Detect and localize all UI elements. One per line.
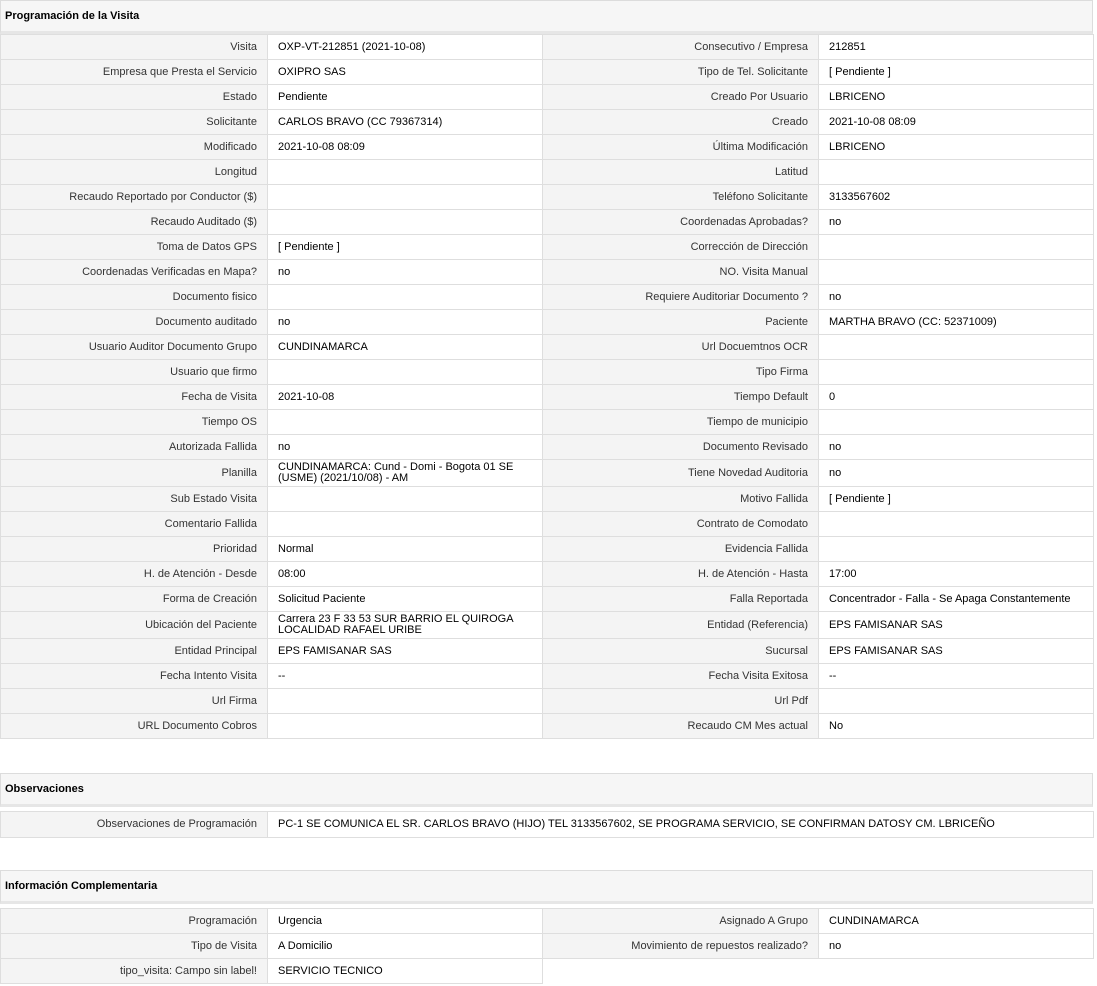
field-value: CUNDINAMARCA [268,335,543,360]
field-value: 17:00 [819,562,1094,587]
field-value: SERVICIO TECNICO [268,959,543,984]
field-label: Entidad Principal [1,639,268,664]
field-value: 3133567602 [819,185,1094,210]
table-row [1,110,1094,135]
field-label: Recaudo Reportado por Conductor ($) [1,185,268,210]
field-value [268,512,543,537]
field-value: OXP-VT-212851 (2021-10-08) [268,35,543,60]
field-label: Movimiento de repuestos realizado? [543,934,819,959]
field-value: Normal [268,537,543,562]
field-label: Longitud [1,160,268,185]
field-value [268,160,543,185]
field-value: Concentrador - Falla - Se Apaga Constantemente [819,587,1094,612]
field-label: Url Pdf [543,689,819,714]
table-row [1,160,1094,185]
field-label: Tipo de Tel. Solicitante [543,60,819,85]
table-row [1,385,1094,410]
field-label: URL Documento Cobros [1,714,268,739]
field-value: EPS FAMISANAR SAS [268,639,543,664]
field-value [819,360,1094,385]
field-value: [ Pendiente ] [819,487,1094,512]
table-row [1,612,1094,639]
table-row [1,35,1094,60]
table-row [1,85,1094,110]
field-value [268,689,543,714]
field-value [268,360,543,385]
field-label: Documento fisico [1,285,268,310]
field-value: CARLOS BRAVO (CC 79367314) [268,110,543,135]
table-row [1,410,1094,435]
field-value: MARTHA BRAVO (CC: 52371009) [819,310,1094,335]
field-value: Solicitud Paciente [268,587,543,612]
field-value [268,714,543,739]
field-value [819,537,1094,562]
field-value: CUNDINAMARCA [819,909,1094,934]
field-label: Coordenadas Verificadas en Mapa? [1,260,268,285]
table-row [1,689,1094,714]
table-row [1,360,1094,385]
field-label: Usuario Auditor Documento Grupo [1,335,268,360]
table-row [1,285,1094,310]
field-label: Visita [1,35,268,60]
field-value: no [819,285,1094,310]
field-value [268,210,543,235]
field-value: Carrera 23 F 33 53 SUR BARRIO EL QUIROGA LOCALIDAD RAFAEL URIBE [268,612,543,639]
field-value: [ Pendiente ] [819,60,1094,85]
field-value: -- [819,664,1094,689]
field-label: Usuario que firmo [1,360,268,385]
field-value: PC-1 SE COMUNICA EL SR. CARLOS BRAVO (HIJO) TEL 3133567602, SE PROGRAMA SERVICIO, SE CONFIRMAN DATOSY CM. LBRICEÑO [268,812,1094,838]
field-value [268,410,543,435]
field-value: LBRICENO [819,85,1094,110]
observaciones-table [0,811,1094,838]
field-label: Falla Reportada [543,587,819,612]
field-label: Sub Estado Visita [1,487,268,512]
field-value: no [819,435,1094,460]
table-row [1,959,1094,984]
field-value: EPS FAMISANAR SAS [819,639,1094,664]
field-label: Recaudo CM Mes actual [543,714,819,739]
field-label: Última Modificación [543,135,819,160]
section-header-observaciones [0,773,1093,807]
field-value: 2021-10-08 [268,385,543,410]
field-value [819,689,1094,714]
field-label: Tiempo de municipio [543,410,819,435]
field-label: Fecha Visita Exitosa [543,664,819,689]
field-value: 2021-10-08 08:09 [819,110,1094,135]
field-label: Tiempo OS [1,410,268,435]
field-value: [ Pendiente ] [268,235,543,260]
field-label: Prioridad [1,537,268,562]
complementaria-table [0,908,1094,984]
field-value [819,260,1094,285]
field-value: Urgencia [268,909,543,934]
table-row [1,335,1094,360]
field-label: Consecutivo / Empresa [543,35,819,60]
field-label: Toma de Datos GPS [1,235,268,260]
field-label: Requiere Auditoriar Documento ? [543,285,819,310]
field-value [819,512,1094,537]
programacion-table [0,34,1094,739]
field-value: OXIPRO SAS [268,60,543,85]
field-value: 2021-10-08 08:09 [268,135,543,160]
field-value: no [268,260,543,285]
field-value: 08:00 [268,562,543,587]
table-row [1,60,1094,85]
table-row [1,260,1094,285]
field-label: Planilla [1,460,268,487]
field-label: Tiene Novedad Auditoria [543,460,819,487]
field-value [819,160,1094,185]
field-label: Comentario Fallida [1,512,268,537]
field-label: Documento auditado [1,310,268,335]
table-row [1,639,1094,664]
field-value: CUNDINAMARCA: Cund - Domi - Bogota 01 SE (USME) (2021/10/08) - AM [268,460,543,487]
field-label: Evidencia Fallida [543,537,819,562]
field-value [268,487,543,512]
table-row [1,435,1094,460]
field-label: Autorizada Fallida [1,435,268,460]
section-header-complementaria [0,870,1093,904]
field-label: H. de Atención - Desde [1,562,268,587]
field-label: Recaudo Auditado ($) [1,210,268,235]
table-row [1,909,1094,934]
field-value [268,185,543,210]
table-row [1,587,1094,612]
field-value [819,335,1094,360]
field-value: No [819,714,1094,739]
field-value: 0 [819,385,1094,410]
field-value: LBRICENO [819,135,1094,160]
field-label: Url Docuemtnos OCR [543,335,819,360]
field-label: Teléfono Solicitante [543,185,819,210]
table-row [1,812,1094,838]
field-value: A Domicilio [268,934,543,959]
field-value [819,410,1094,435]
field-label: Creado Por Usuario [543,85,819,110]
field-value: no [819,460,1094,487]
field-label: H. de Atención - Hasta [543,562,819,587]
section-header-programacion [0,0,1093,34]
table-row [1,664,1094,689]
field-label: Solicitante [1,110,268,135]
table-row [1,460,1094,487]
field-label: Motivo Fallida [543,487,819,512]
section-title: Observaciones [5,783,84,795]
table-row [1,235,1094,260]
field-label: Empresa que Presta el Servicio [1,60,268,85]
field-value: no [819,210,1094,235]
field-value: EPS FAMISANAR SAS [819,612,1094,639]
field-value: -- [268,664,543,689]
table-row [1,537,1094,562]
field-label: Observaciones de Programación [1,812,268,838]
field-label: Tiempo Default [543,385,819,410]
field-value: no [268,435,543,460]
field-value: no [268,310,543,335]
field-value: no [819,934,1094,959]
field-value: Pendiente [268,85,543,110]
table-row [1,135,1094,160]
table-row [1,562,1094,587]
field-label: Entidad (Referencia) [543,612,819,639]
table-row [1,512,1094,537]
field-label: Tipo Firma [543,360,819,385]
field-label: Fecha de Visita [1,385,268,410]
field-label: Asignado A Grupo [543,909,819,934]
table-row [1,310,1094,335]
field-label: Url Firma [1,689,268,714]
field-value: 212851 [819,35,1094,60]
field-value [268,285,543,310]
field-label: Latitud [543,160,819,185]
field-value [819,235,1094,260]
field-label: Documento Revisado [543,435,819,460]
field-label: Estado [1,85,268,110]
table-row [1,934,1094,959]
table-row [1,185,1094,210]
table-row [1,210,1094,235]
field-label: Creado [543,110,819,135]
table-row [1,487,1094,512]
field-label: Tipo de Visita [1,934,268,959]
field-label: Modificado [1,135,268,160]
section-title: Programación de la Visita [5,10,140,22]
field-label: Programación [1,909,268,934]
section-title: Información Complementaria [5,880,158,892]
field-label: Forma de Creación [1,587,268,612]
field-label: Sucursal [543,639,819,664]
field-label: NO. Visita Manual [543,260,819,285]
field-label: Paciente [543,310,819,335]
field-label: Fecha Intento Visita [1,664,268,689]
field-label: tipo_visita: Campo sin label! [1,959,268,984]
field-label: Corrección de Dirección [543,235,819,260]
field-label: Ubicación del Paciente [1,612,268,639]
table-row [1,714,1094,739]
field-label: Contrato de Comodato [543,512,819,537]
field-label: Coordenadas Aprobadas? [543,210,819,235]
